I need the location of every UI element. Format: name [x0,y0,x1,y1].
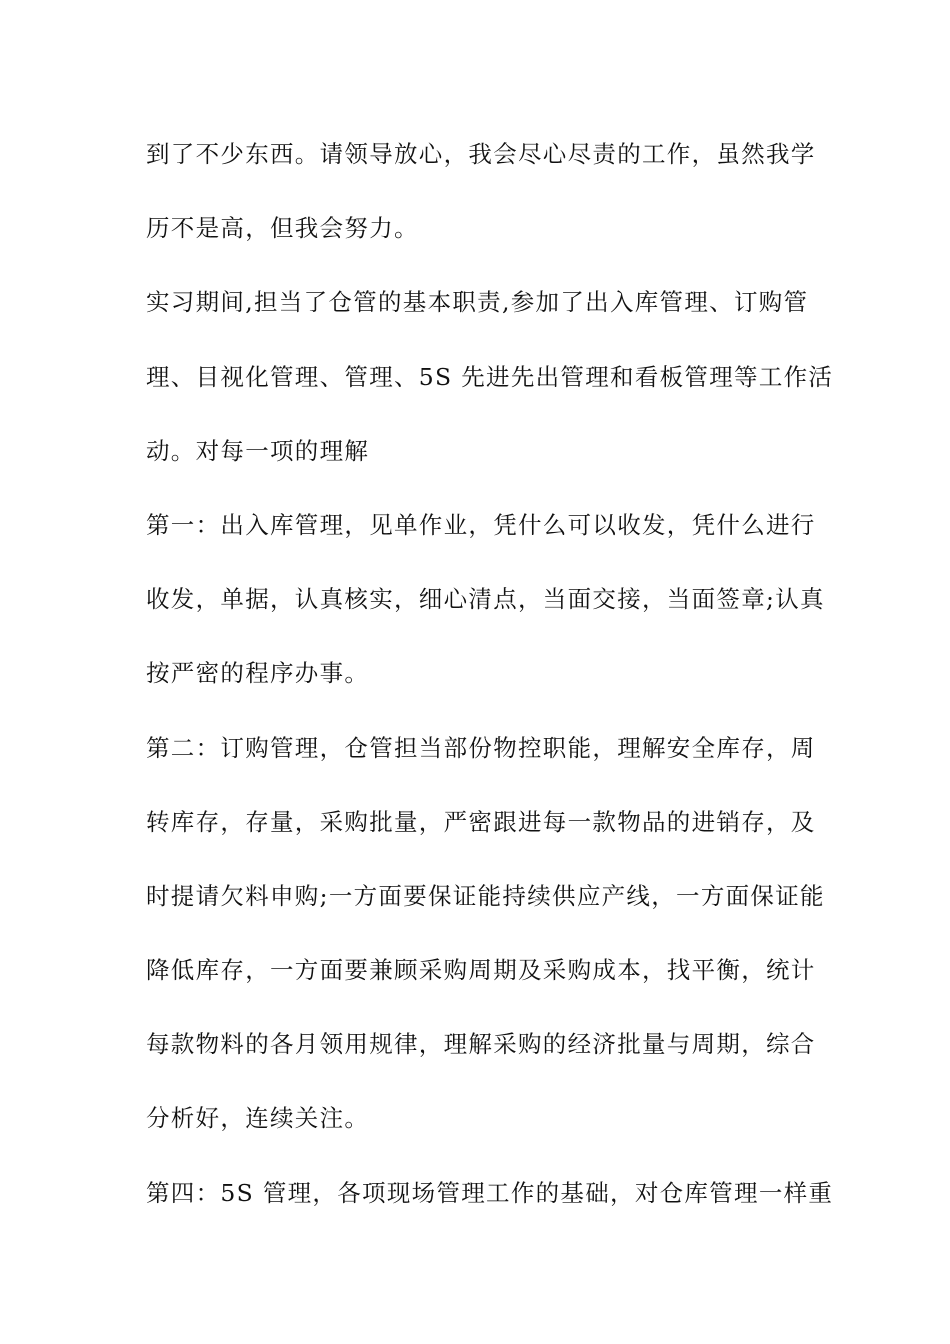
text-line: 第二：订购管理，仓管担当部份物控职能，理解安全库存，周 [146,733,816,762]
text-line: 时提请欠料申购;一方面要保证能持续供应产线，一方面保证能 [146,881,825,910]
text-line: 第一：出入库管理，见单作业，凭什么可以收发，凭什么进行 [146,510,816,539]
text-line: 理、目视化管理、管理、5S 先进先出管理和看板管理等工作活 [146,362,834,391]
body-text [146,134,834,1247]
text-line: 历不是高，但我会努力。 [146,214,419,243]
text-line: 收发，单据，认真核实，细心清点，当面交接，当面签章;认真 [146,585,825,614]
text-line: 每款物料的各月领用规律，理解采购的经济批量与周期，综合 [146,1030,816,1059]
text-line: 按严密的程序办事。 [146,659,370,688]
text-line: 降低库存，一方面要兼顾采购周期及采购成本，找平衡，统计 [146,956,816,985]
text-line: 转库存，存量，采购批量，严密跟进每一款物品的进销存，及 [146,807,816,836]
text-line: 第四：5S 管理，各项现场管理工作的基础，对仓库管理一样重 [146,1178,834,1207]
text-line: 分析好，连续关注。 [146,1104,370,1133]
text-line: 实习期间,担当了仓管的基本职责,参加了出入库管理、订购管 [146,288,809,317]
text-line: 到了不少东西。请领导放心，我会尽心尽责的工作，虽然我学 [146,140,816,168]
text-line: 动。对每一项的理解 [146,436,370,465]
